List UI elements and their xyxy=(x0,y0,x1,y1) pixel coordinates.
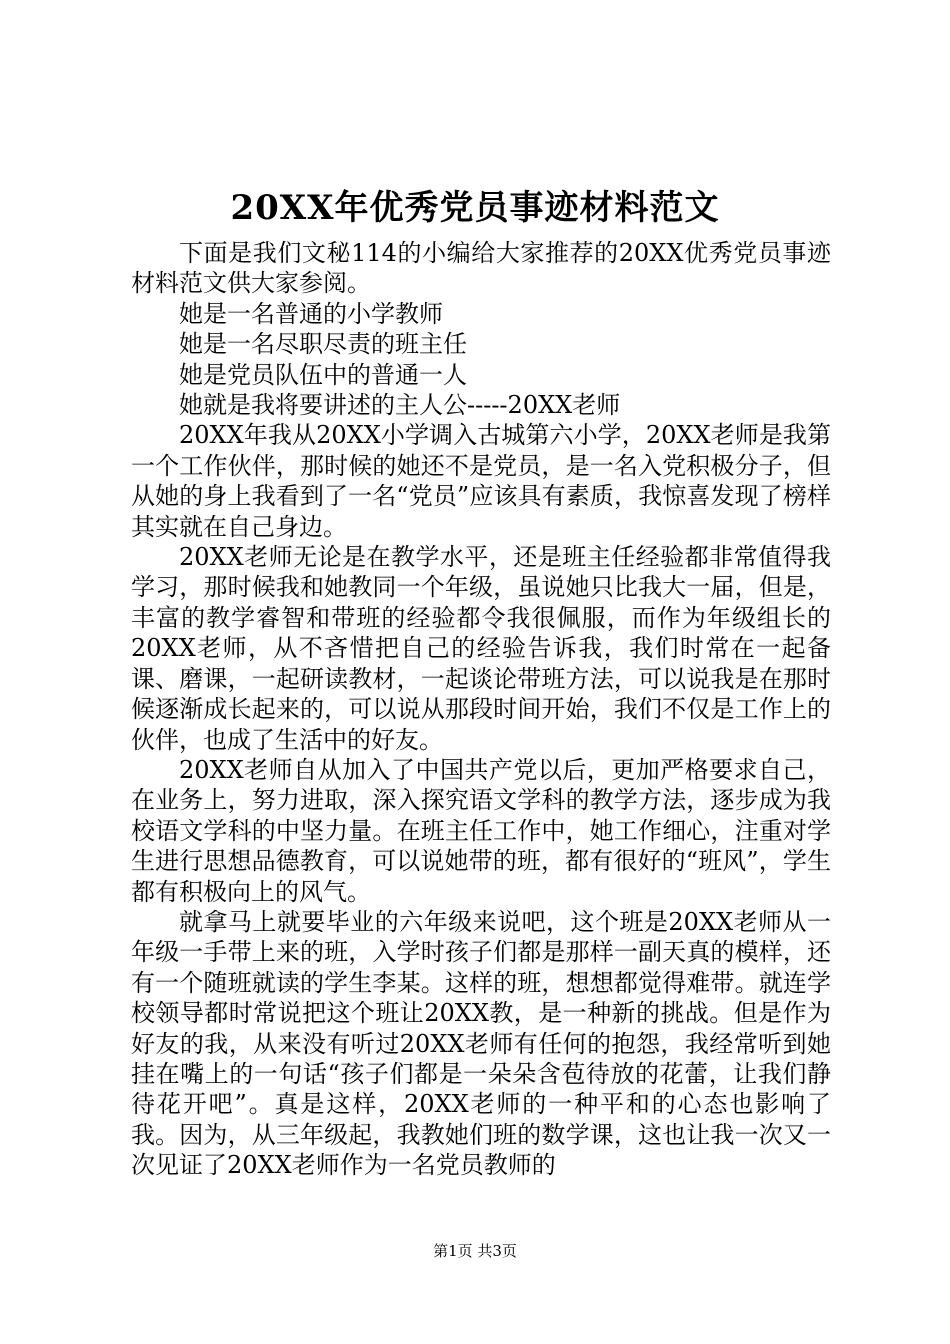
paragraph-line-1: 她是一名普通的小学教师 xyxy=(179,299,443,328)
document-title: 20XX年优秀党员事迹材料范文 xyxy=(230,188,720,228)
paragraph-first-partner: 20XX年我从20XX小学调入古城第六小学，20XX老师是我第一个工作伙伴，那时候的她还不是党员，是一名入党积极分子，但从她的身上我看到了一名“党员”应该具有素质，我惊喜发现了榜样其实就在自己身边。 xyxy=(131,421,831,541)
page-footer: 第1页 共3页 xyxy=(433,1242,517,1260)
paragraph-intro: 下面是我们文秘114的小编给大家推荐的20XX优秀党员事迹材料范文供大家参阅。 xyxy=(131,239,831,298)
paragraph-line-2: 她是一名尽职尽责的班主任 xyxy=(179,330,467,359)
paragraph-teaching-experience: 20XX老师无论是在教学水平，还是班主任经验都非常值得我学习，那时候我和她教同一个年级，虽说她只比我大一届，但是，丰富的教学睿智和带班的经验都令我很佩服，而作为年级组长的20XX老师，从不吝惜把自己的经验告诉我，我们时常在一起备课、磨课，一起研读教材，一起谈论带班方法，可以说我是在那时候逐渐成长起来的，可以说从那段时间开始，我们不仅是工作上的伙伴，也成了生活中的好友。 xyxy=(131,543,831,754)
paragraph-sixth-grade: 就拿马上就要毕业的六年级来说吧，这个班是20XX老师从一年级一手带上来的班，入学时孩子们都是那样一副天真的模样，还有一个随班就读的学生李某。这样的班，想想都觉得难带。就连学校领导都时常说把这个班让20XX教，是一种新的挑战。但是作为好友的我，从来没有听过20XX老师有任何的抱怨，我经常听到她挂在嘴上的一句话“孩子们都是一朵朵含苞待放的花蕾，让我们静待花开吧”。真是这样，20XX老师的一种平和的心态也影响了我。因为，从三年级起，我教她们班的数学课，这也让我一次又一次见证了20XX老师作为一名党员教师的 xyxy=(131,907,831,1180)
paragraph-line-3: 她是党员队伍中的普通一人 xyxy=(179,360,467,389)
paragraph-party-member: 20XX老师自从加入了中国共产党以后，更加严格要求自己，在业务上，努力进取，深入探究语文学科的教学方法，逐步成为我校语文学科的中坚力量。在班主任工作中，她工作细心，注重对学生进行思想品德教育，可以说她带的班，都有很好的“班风”，学生都有积极向上的风气。 xyxy=(131,755,831,906)
document-body xyxy=(131,238,831,1181)
paragraph-line-4: 她就是我将要讲述的主人公-----20XX老师 xyxy=(179,391,621,420)
